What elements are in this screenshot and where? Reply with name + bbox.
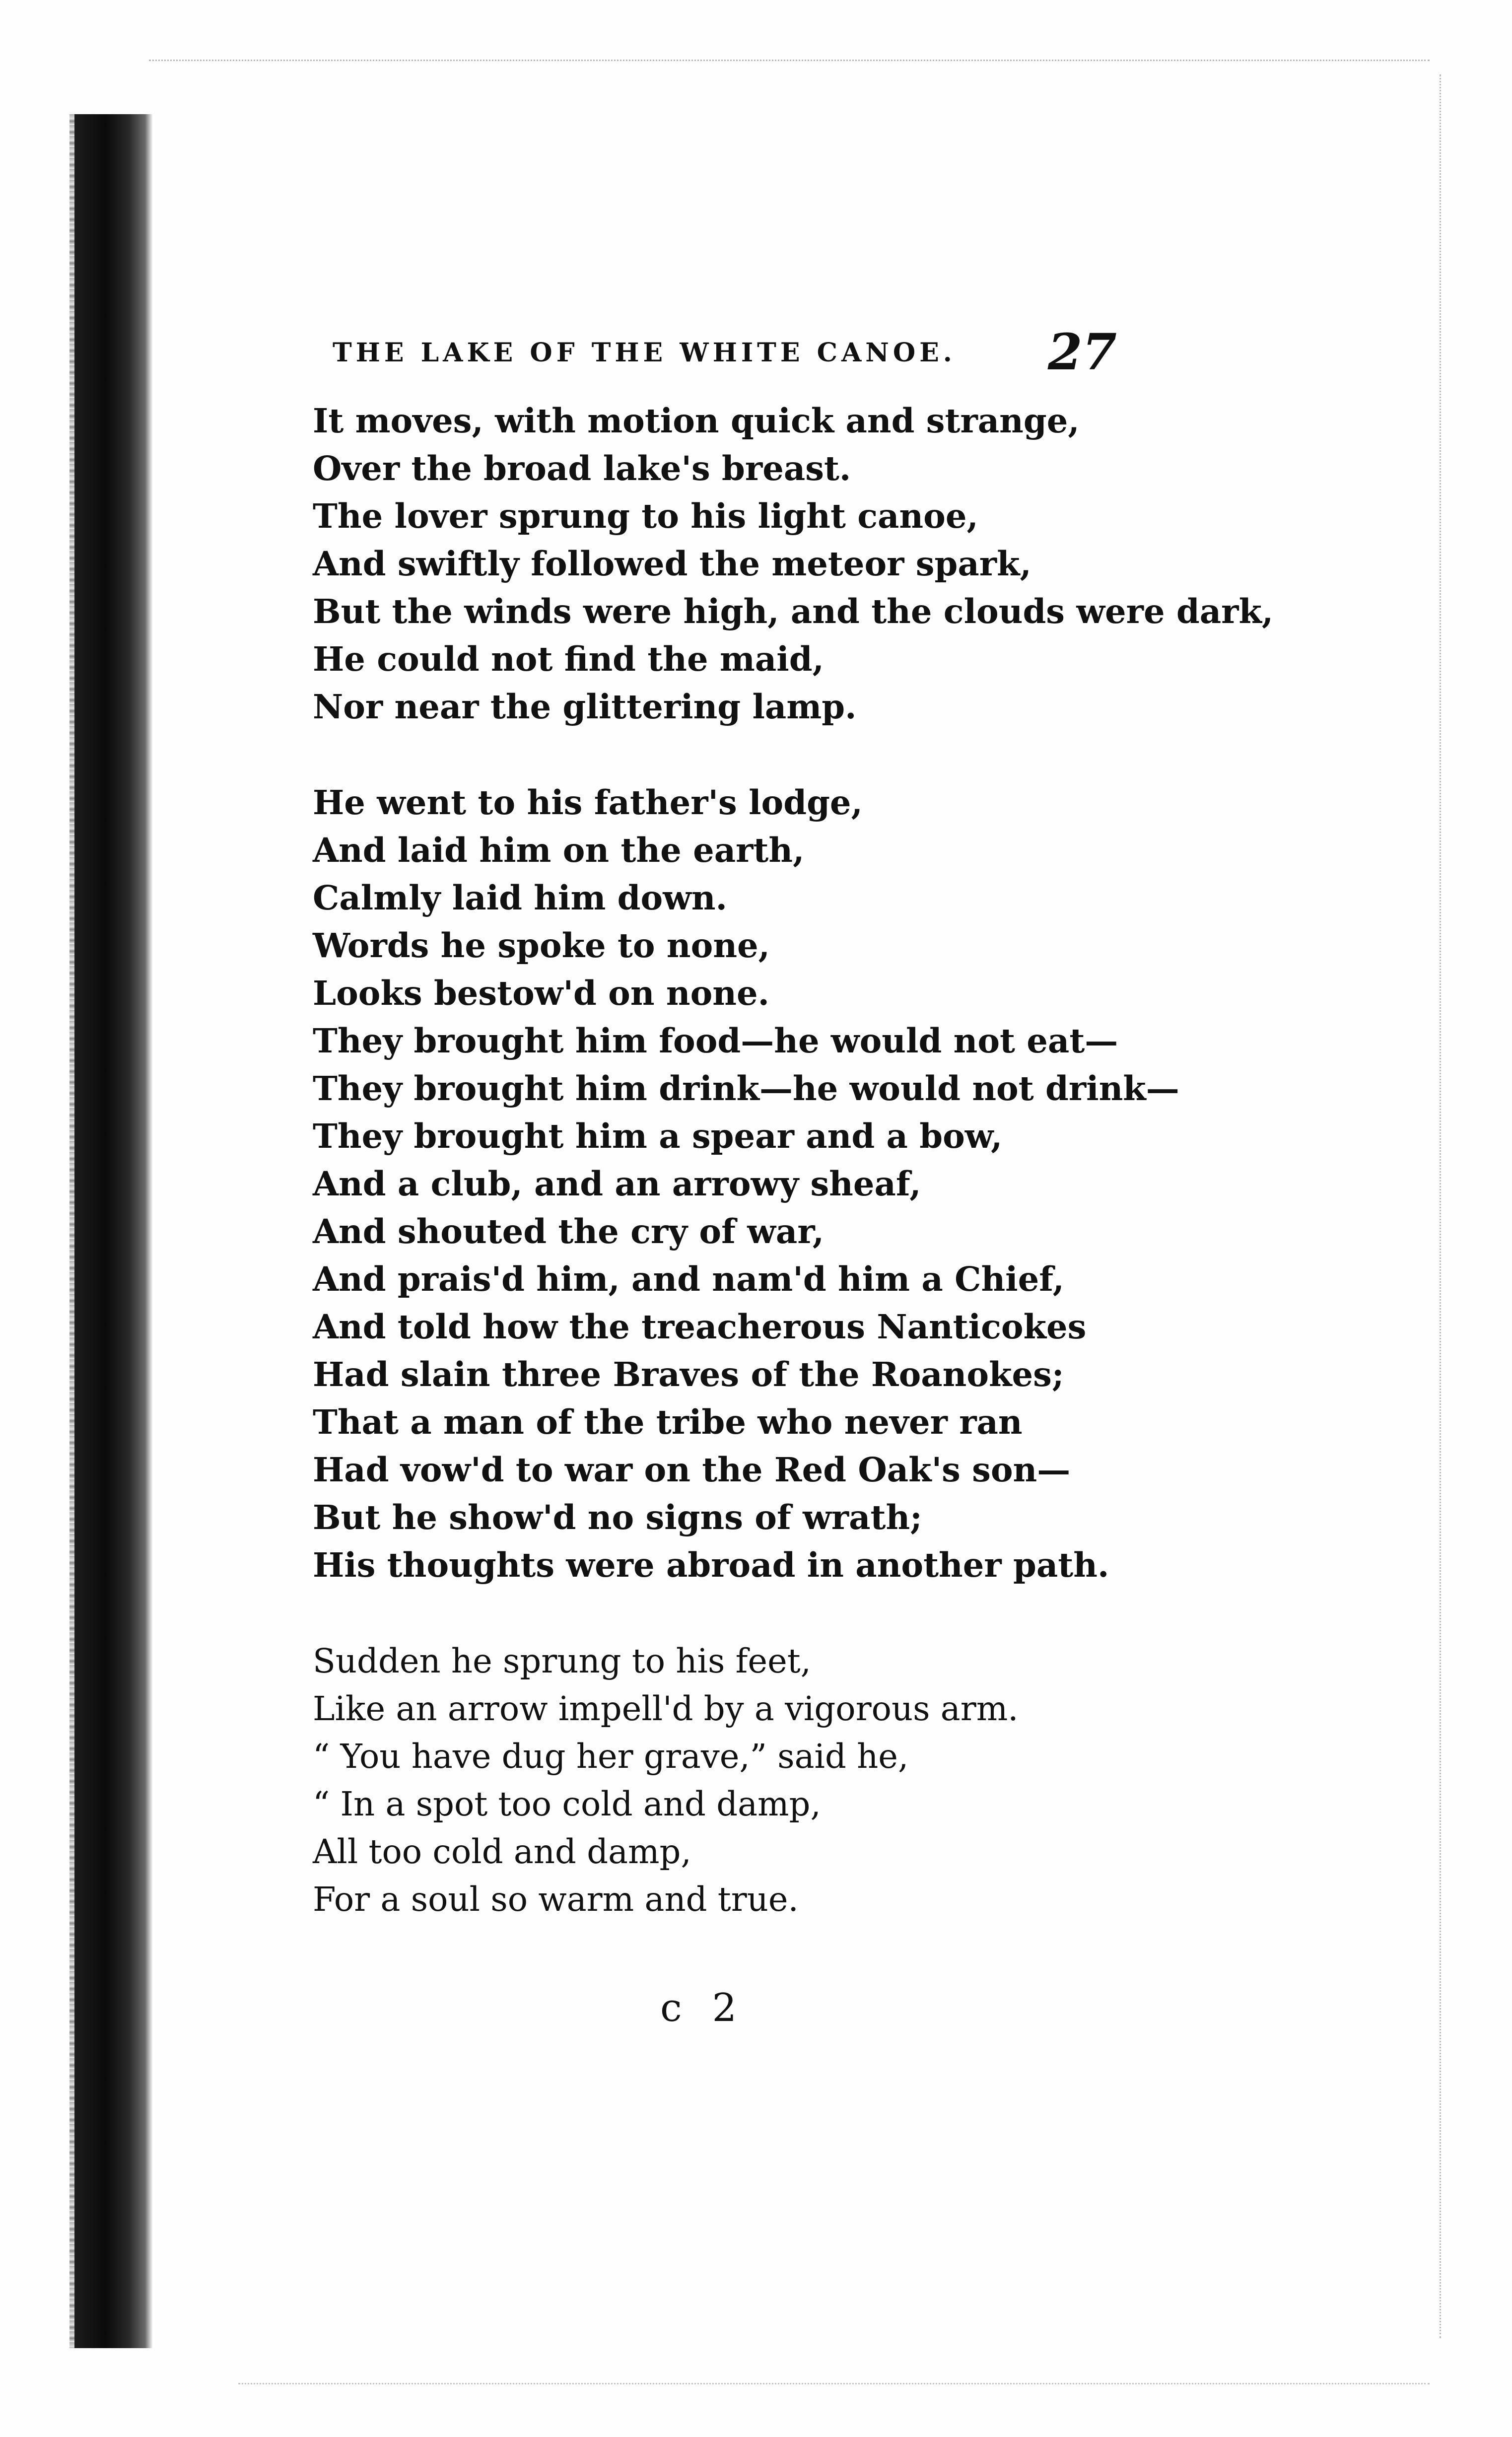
poem-line: All too cold and damp, [313, 1832, 691, 1871]
poem-line: They brought him drink—he would not drink— [313, 1069, 1179, 1108]
poem-line: Like an arrow impell'd by a vigorous arm. [313, 1689, 1019, 1728]
poem-line: But the winds were high, and the clouds were dark, [313, 592, 1274, 631]
poem-line: Calmly laid him down. [313, 878, 727, 917]
page-number: 27 [1047, 323, 1117, 381]
stanza-break [313, 731, 1256, 779]
poem-line: He went to his father's lodge, [313, 783, 863, 822]
page-edge-top [149, 60, 1430, 64]
poem-line: He could not find the maid, [313, 639, 824, 679]
poem-line: But he show'd no signs of wrath; [313, 1498, 922, 1537]
poem-line: For a soul so warm and true. [313, 1880, 799, 1919]
poem-line: Words he spoke to none, [313, 926, 770, 965]
stanza [313, 1637, 1256, 1923]
stanza [313, 397, 1274, 731]
poem-line: And shouted the cry of war, [313, 1212, 825, 1251]
signature-mark: c 2 [660, 1986, 746, 2030]
poem-line: And prais'd him, and nam'd him a Chief, [313, 1259, 1064, 1299]
page-edge-right [1440, 74, 1444, 2338]
poem-line: Had vow'd to war on the Red Oak's son— [313, 1450, 1071, 1489]
poem-line: Sudden he sprung to his feet, [313, 1642, 811, 1680]
poem-line: And told how the treacherous Nanticokes [313, 1307, 1087, 1346]
poem-line: The lover sprung to his light canoe, [313, 496, 978, 536]
running-head: THE LAKE OF THE WHITE CANOE. [333, 338, 956, 368]
poem-line: “ In a spot too cold and damp, [313, 1785, 821, 1823]
page-header [333, 323, 1117, 387]
poem-line: His thoughts were abroad in another path. [313, 1545, 1109, 1585]
poem-line: And laid him on the earth, [313, 831, 805, 870]
poem-line: Had slain three Braves of the Roanokes; [313, 1355, 1064, 1394]
poem-line: “ You have dug her grave,” said he, [313, 1737, 909, 1776]
poem-line: It moves, with motion quick and strange, [313, 401, 1080, 440]
page-edge-bottom [238, 2383, 1430, 2387]
poem-line: They brought him food—he would not eat— [313, 1021, 1118, 1060]
binding-gutter-shadow [74, 114, 153, 2348]
stanza-break [313, 1589, 1256, 1637]
poem-line: They brought him a spear and a bow, [313, 1116, 1003, 1156]
poem-line: And swiftly followed the meteor spark, [313, 544, 1031, 583]
poem-line: Nor near the glittering lamp. [313, 687, 857, 726]
stanza [313, 779, 1256, 1589]
poem-line: And a club, and an arrowy sheaf, [313, 1164, 921, 1203]
poem-line: That a man of the tribe who never ran [313, 1402, 1023, 1442]
poem-line: Looks bestow'd on none. [313, 974, 769, 1013]
poem-body [313, 397, 1274, 1923]
poem-line: Over the broad lake's breast. [313, 449, 851, 488]
